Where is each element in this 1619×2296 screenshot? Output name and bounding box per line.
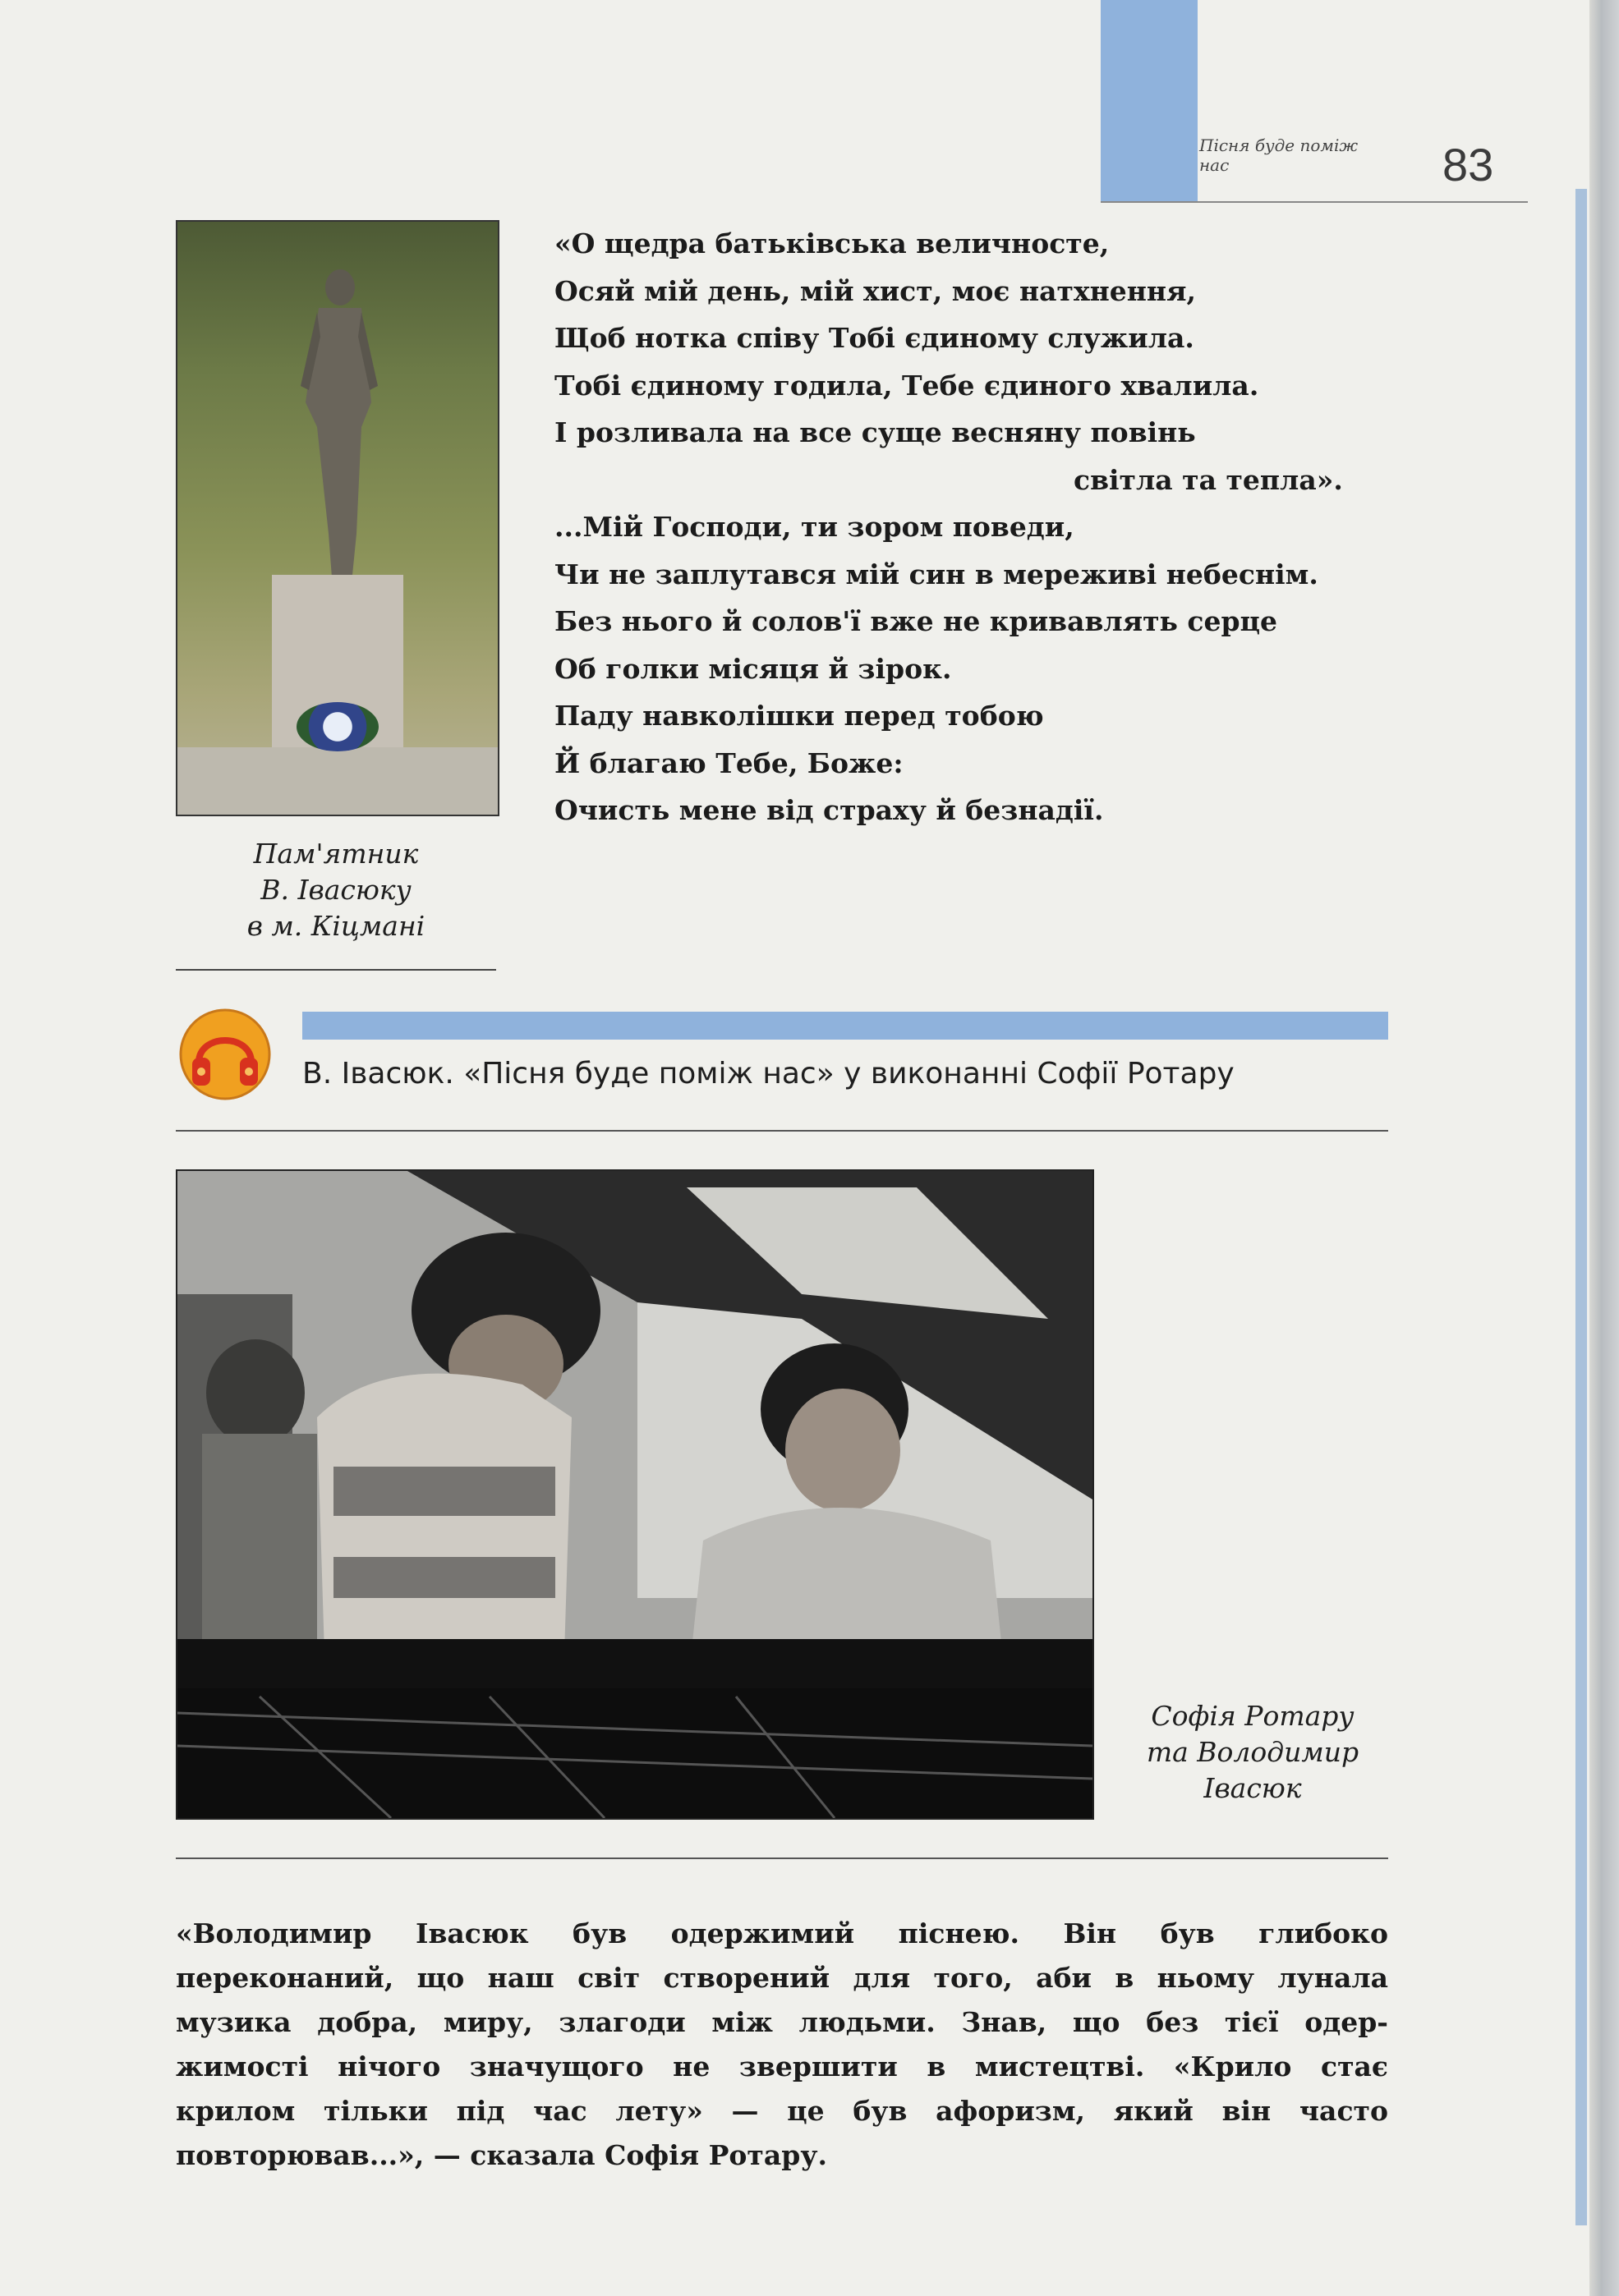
audio-recording-label: В. Івасюк. «Пісня буде поміж нас» у виконанні Софії Ротару — [302, 1057, 1235, 1091]
piano-photo — [176, 1169, 1094, 1820]
flower-wreath — [297, 702, 379, 751]
book-edge — [1589, 0, 1619, 2296]
piano-scene — [177, 1171, 1092, 1818]
poem-line: ...Мій Господи, ти зором поведи, — [554, 511, 1074, 543]
poem-line: Осяй мій день, мій хист, моє натхнення, — [554, 274, 1196, 307]
page-number: 83 — [1442, 139, 1494, 191]
piano-photo-caption — [1117, 1698, 1388, 1807]
poem-line: Паду навколішки перед тобою — [554, 700, 1044, 732]
rotaru-quote-paragraph — [176, 1912, 1388, 2178]
poem-line: світла та тепла». — [1074, 463, 1343, 496]
caption-line: в м. Кіцмані — [246, 910, 425, 942]
statue-figure — [292, 263, 383, 608]
poem-line: Об голки місяця й зірок. — [554, 652, 952, 685]
section-rule — [176, 1130, 1388, 1132]
quote-line: крилом тільки під час лету» — це був афоризм, який він часто — [176, 2095, 1388, 2127]
poem-line: І розливала на все суще весняну повінь — [554, 416, 1196, 448]
poem-line: Й благаю Тебе, Боже: — [554, 746, 904, 779]
caption-line: Пам'ятник — [253, 838, 419, 870]
monument-caption — [176, 836, 496, 944]
header-rule — [1101, 201, 1528, 203]
monument-base — [177, 747, 498, 816]
audio-accent-bar — [302, 1012, 1388, 1040]
quote-line: «Володимир Івасюк був одержимий піснею. Він був глибоко — [176, 1917, 1388, 1949]
caption-line: Івасюк — [1203, 1772, 1302, 1804]
running-title: Пісня буде поміж нас — [1199, 135, 1359, 175]
headphones-icon — [179, 1008, 271, 1100]
quote-line: переконаний, що наш світ створений для того, аби в ньому лунала — [176, 1962, 1388, 1994]
page-side-stripe — [1575, 189, 1587, 2225]
section-rule — [176, 1857, 1388, 1859]
poem-line: Очисть мене від страху й безнадії. — [554, 794, 1104, 826]
poem-line: Тобі єдиному годила, Тебе єдиного хвалила. — [554, 369, 1259, 402]
quote-line: повторював...», — сказала Софія Ротару. — [176, 2139, 827, 2171]
caption-line: Софія Ротару — [1151, 1700, 1355, 1732]
poem-line: Щоб нотка співу Тобі єдиному служила. — [554, 322, 1194, 354]
quote-line: жимості нічого значущого не звершити в мистецтві. «Крило стає — [176, 2050, 1388, 2082]
caption-line: В. Івасюку — [260, 874, 412, 906]
header-color-tab — [1101, 0, 1198, 201]
quote-line: музика добра, миру, злагоди між людьми. Знав, що без тієї одер- — [176, 2006, 1388, 2038]
poem-line: «О щедра батьківська величносте, — [554, 227, 1110, 259]
caption-rule — [176, 969, 496, 971]
caption-line: та Володимир — [1146, 1736, 1359, 1768]
poem-line: Чи не заплутався мій син в мереживі небеснім. — [554, 558, 1318, 590]
poem-text — [554, 220, 1425, 834]
monument-photo — [176, 220, 499, 816]
poem-line: Без нього й солов'ї вже не кривавлять серце — [554, 605, 1277, 637]
